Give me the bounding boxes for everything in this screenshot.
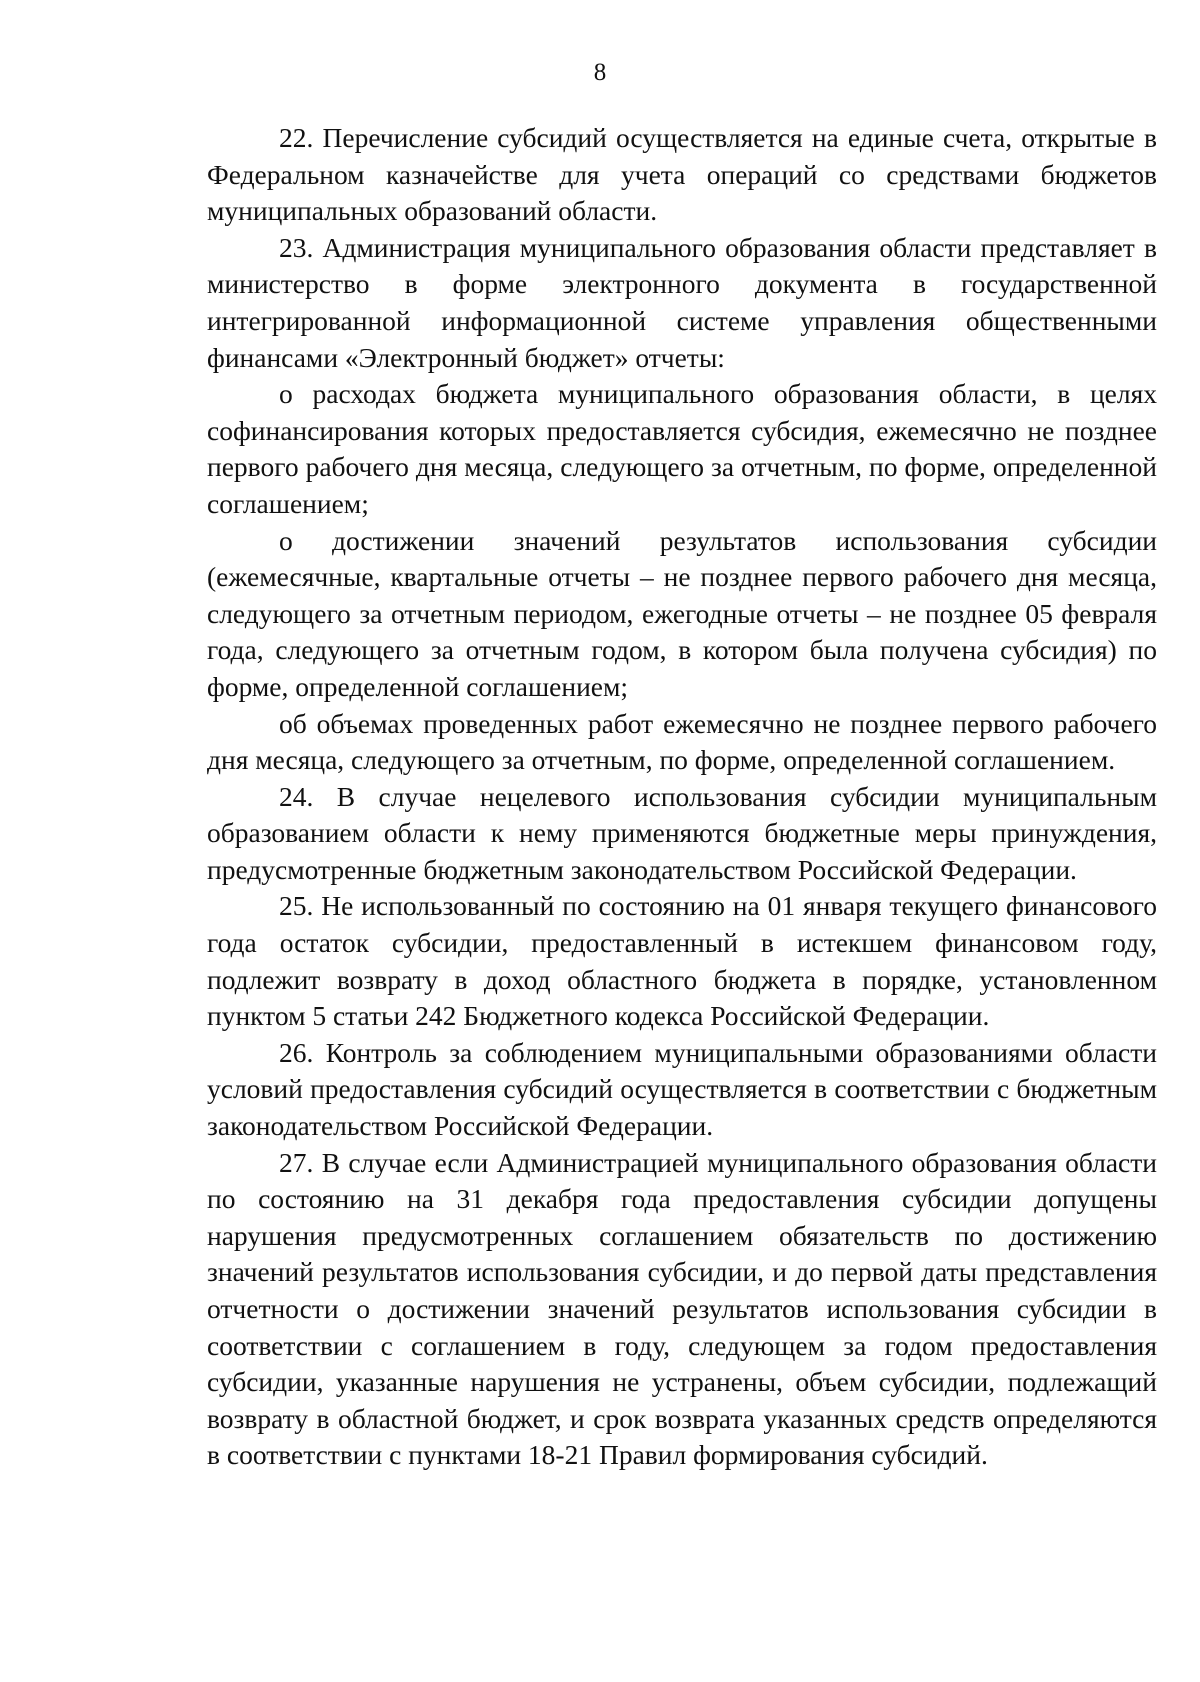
paragraph-24: 24. В случае нецелевого использования субсидии муниципальным образованием области к нему применяются бюджетные меры принуждения, предусмотренные бюджетным законодательством Российской Федерации.	[207, 780, 1157, 885]
paragraph-23-results-report: о достижении значений результатов использования субсидии (ежемесячные, квартальные отчеты – не позднее первого рабочего дня месяца, следующего за отчетным периодом, ежегодные отчеты – не позднее 05 февраля года, следующего за отчетным годом, в котором была получена субсидия) по форме, определенной соглашением;	[207, 524, 1157, 702]
paragraph-26: 26. Контроль за соблюдением муниципальными образованиями области условий предоставления субсидий осуществляется в соответствии с бюджетным законодательством Российской Федерации.	[207, 1036, 1157, 1142]
paragraph-23-expenses-report: о расходах бюджета муниципального образования области, в целях софинансирования которых предоставляется субсидия, ежемесячно не позднее первого рабочего дня месяца, следующего за отчетным, по форме, определенной соглашением;	[207, 378, 1157, 519]
paragraph-22: 22. Перечисление субсидий осуществляется на единые счета, открытые в Федеральном казначействе для учета операций со средствами бюджетов муниципальных образований области.	[207, 122, 1157, 227]
paragraph-27: 27. В случае если Администрацией муниципального образования области по состоянию на 31 декабря года предоставления субсидии допущены нарушения предусмотренных соглашением обязательств по достижению значений результатов использования субсидии, и до первой даты представления отчетности о достижении значений результатов использования субсидии в соответствии с соглашением в году, следующем за годом предоставления субсидии, указанные нарушения не устранены, объем субсидии, подлежащий возврату в областной бюджет, и срок возврата указанных средств определяются в соответствии с пунктами 18-21 Правил формирования субсидий.	[207, 1146, 1157, 1471]
document-body	[207, 120, 1157, 1474]
paragraph-23-works-report: об объемах проведенных работ ежемесячно не позднее первого рабочего дня месяца, следующего за отчетным, по форме, определенной соглашением.	[207, 707, 1157, 776]
paragraph-25: 25. Не использованный по состоянию на 01 января текущего финансового года остаток субсидии, предоставленный в истекшем финансовом году, подлежит возврату в доход областного бюджета в порядке, установленном пунктом 5 статьи 242 Бюджетного кодекса Российской Федерации.	[207, 890, 1157, 1032]
page-number: 8	[593, 59, 607, 86]
paragraph-23: 23. Администрация муниципального образования области представляет в министерство в форме электронного документа в государственной интегрированной информационной системе управления общественными финансами «Электронный бюджет» отчеты:	[207, 231, 1157, 373]
